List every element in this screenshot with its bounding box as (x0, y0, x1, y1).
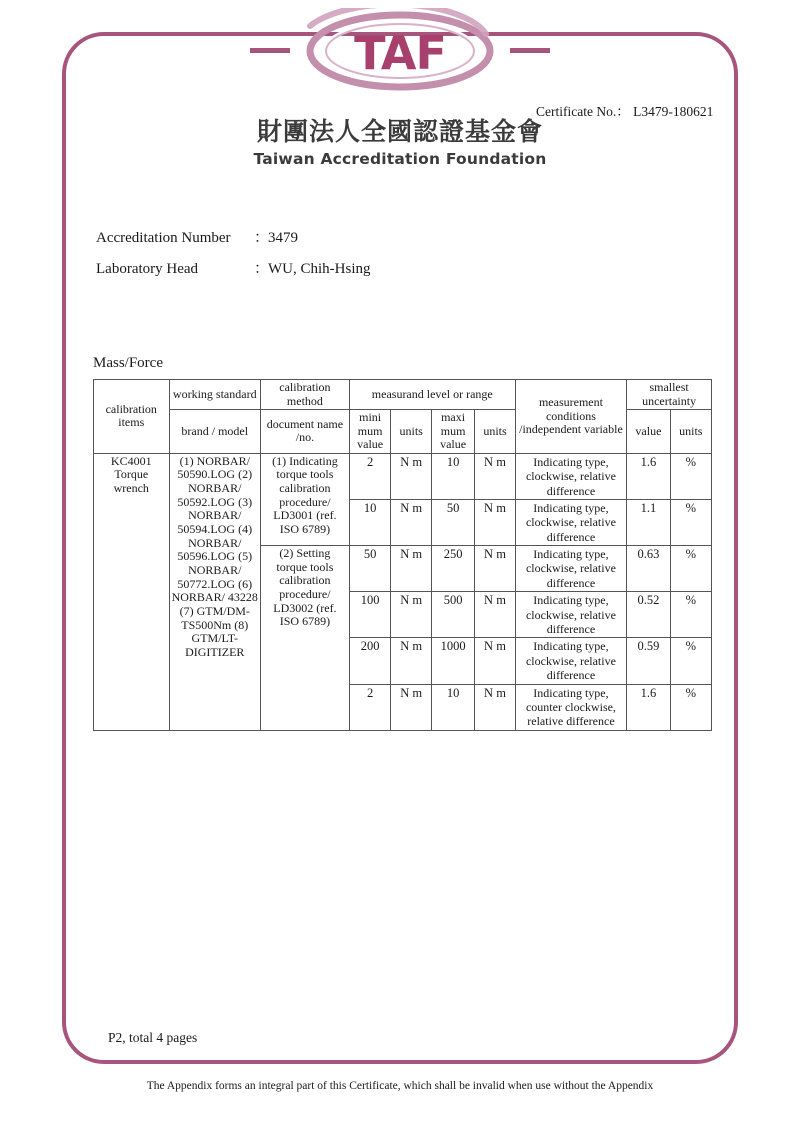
cell-minimum-value: 2 (349, 453, 391, 499)
org-name-chinese: 財團法人全國認證基金會 (256, 117, 543, 146)
cell-units-maximum: N m (475, 684, 515, 730)
cell-minimum-value: 10 (349, 499, 391, 545)
cell-maximum-value: 10 (431, 684, 474, 730)
taf-logo-icon (250, 8, 550, 94)
cell-units-minimum: N m (391, 592, 431, 638)
table-header-row-top (94, 380, 712, 410)
cell-uncertainty-units: % (670, 592, 711, 638)
table-header (94, 380, 712, 454)
cell-uncertainty-units: % (670, 638, 711, 684)
cell-maximum-value: 1000 (431, 638, 474, 684)
header-uncertainty-value: value (627, 410, 670, 454)
certificate-number (536, 100, 713, 120)
organization-names (0, 118, 800, 168)
header-maximum-value: maxi mum value (431, 410, 474, 454)
appendix-note: The Appendix forms an integral part of this Certificate, which shall be invalid when use without the Appendix (146, 1080, 654, 1092)
laboratory-head-separator: ： (254, 261, 270, 277)
cell-units-minimum: N m (391, 546, 431, 592)
cell-calibration-item: KC4001 Torque wrench (94, 453, 170, 730)
cell-units-minimum: N m (391, 453, 431, 499)
cell-explanation: Indicating type, clockwise, relative difference (515, 592, 627, 638)
cell-explanation: Indicating type, clockwise, relative difference (515, 546, 627, 592)
cell-units-maximum: N m (475, 499, 515, 545)
header-calibration-items: calibration items (94, 380, 170, 454)
header-brand-model: brand / model (169, 410, 260, 454)
section-title: Mass/Force (93, 355, 163, 371)
header-measurand-level-or-range: measurand level or range (349, 380, 515, 410)
cell-maximum-value: 500 (431, 592, 474, 638)
laboratory-head-value: WU, Chih-Hsing (268, 261, 371, 277)
cell-maximum-value: 50 (431, 499, 474, 545)
cell-maximum-value: 10 (431, 453, 474, 499)
org-name-english: Taiwan Accreditation Foundation (253, 149, 547, 168)
header-calibration-method: calibration method (261, 380, 350, 410)
cell-uncertainty-value: 0.52 (627, 592, 670, 638)
cell-minimum-value: 200 (349, 638, 391, 684)
cell-explanation: Indicating type, clockwise, relative difference (515, 499, 627, 545)
cell-units-maximum: N m (475, 638, 515, 684)
cell-uncertainty-units: % (670, 453, 711, 499)
certificate-number-value: L3479-180621 (633, 104, 714, 119)
table-body (94, 453, 712, 730)
header-smallest-uncertainty: smallest uncertainty (627, 380, 712, 410)
header-uncertainty-units: units (670, 410, 711, 454)
cell-minimum-value: 100 (349, 592, 391, 638)
cell-units-minimum: N m (391, 638, 431, 684)
header-minimum-value: mini mum value (349, 410, 391, 454)
header-measurement-conditions: measurement conditions /independent variable (515, 380, 627, 454)
accreditation-number-label: Accreditation Number (96, 230, 231, 246)
cell-explanation: Indicating type, clockwise, relative difference (515, 638, 627, 684)
cell-units-maximum: N m (475, 453, 515, 499)
cell-uncertainty-value: 0.63 (627, 546, 670, 592)
header-document-name-no: document name /no. (261, 410, 350, 454)
cell-units-minimum: N m (391, 499, 431, 545)
cell-uncertainty-value: 1.6 (627, 684, 670, 730)
accreditation-number-row (96, 226, 298, 247)
cell-explanation: Indicating type, clockwise, relative difference (515, 453, 627, 499)
taf-logo-block (0, 8, 800, 94)
accreditation-number-value: 3479 (268, 230, 298, 246)
header-units-minimum: units (391, 410, 431, 454)
cell-minimum-value: 50 (349, 546, 391, 592)
laboratory-head-row (96, 257, 371, 278)
cell-uncertainty-units: % (670, 684, 711, 730)
cell-uncertainty-units: % (670, 499, 711, 545)
cell-units-minimum: N m (391, 684, 431, 730)
header-working-standard: working standard (169, 380, 260, 410)
cell-uncertainty-value: 1.1 (627, 499, 670, 545)
cell-units-maximum: N m (475, 592, 515, 638)
header-units-maximum: units (475, 410, 515, 454)
certificate-number-label: Certificate No. (536, 104, 617, 119)
svg-text:TAF: TAF (354, 26, 446, 80)
cell-working-standard: (1) NORBAR/ 50590.LOG (2) NORBAR/ 50592.LOG (3) NORBAR/ 50594.LOG (4) NORBAR/ 50596.LOG (5) NORBAR/ 50772.LOG (6) NORBAR/ 43228 (7) GTM/DM-TS500Nm (8) GTM/LT-DIGITIZER (169, 453, 260, 730)
cell-units-maximum: N m (475, 546, 515, 592)
laboratory-head-label: Laboratory Head (96, 261, 199, 277)
calibration-scope-table (93, 379, 712, 731)
cell-maximum-value: 250 (431, 546, 474, 592)
cell-uncertainty-value: 1.6 (627, 453, 670, 499)
cell-calibration-method-1: (1) Indicating torque tools calibration procedure/ LD3001 (ref. ISO 6789) (261, 453, 350, 545)
certificate-number-separator: ： (616, 104, 630, 119)
cell-explanation: Indicating type, counter clockwise, relative difference (515, 684, 627, 730)
table-row (94, 453, 712, 499)
accreditation-number-separator: ： (254, 230, 270, 246)
cell-calibration-method-2: (2) Setting torque tools calibration procedure/ LD3002 (ref. ISO 6789) (261, 546, 350, 731)
cell-minimum-value: 2 (349, 684, 391, 730)
cell-uncertainty-units: % (670, 546, 711, 592)
page-mark: P2, total 4 pages (108, 1030, 198, 1045)
cell-uncertainty-value: 0.59 (627, 638, 670, 684)
